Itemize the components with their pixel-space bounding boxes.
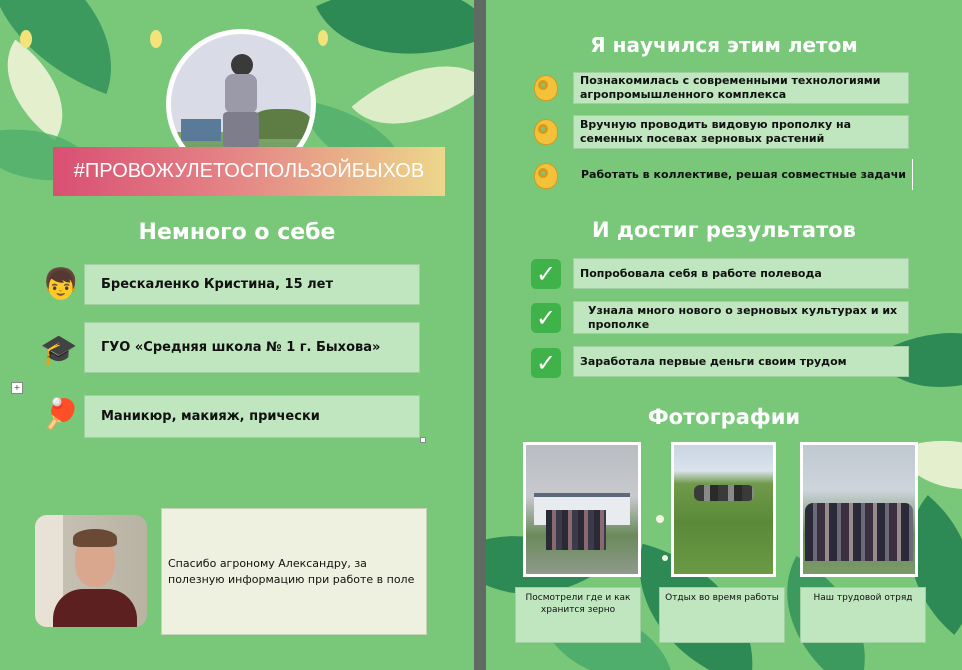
result-item: [573, 346, 909, 377]
learned-item: [573, 72, 909, 104]
ok-hand-icon: [534, 75, 558, 101]
about-item-label: Маникюр, макияж, прически: [101, 409, 320, 424]
check-mark-icon: ✓: [531, 259, 561, 289]
ok-hand-icon: [534, 163, 558, 189]
learned-item-label: Познакомилась с современными технологиями агропромышленного комплекса: [580, 74, 881, 101]
dot-decoration: [150, 30, 162, 48]
learned-item: [573, 159, 913, 190]
dot-decoration: [656, 515, 664, 523]
about-title: Немного о себе: [138, 220, 336, 245]
photo-caption: Посмотрели где и как хранится зерно: [515, 587, 641, 643]
result-item-label: Узнала много нового о зерновых культурах и их прополке: [588, 303, 898, 331]
boy-emoji-icon: 👦: [42, 267, 80, 302]
learned-item: [573, 115, 909, 149]
photo-caption: Отдых во время работы: [659, 587, 785, 643]
learned-item-label: Работать в коллективе, решая совместные задачи: [581, 168, 906, 181]
results-title: И достиг результатов: [592, 218, 856, 242]
check-mark-icon: ✓: [531, 303, 561, 333]
thanks-text: Спасибо агроному Александру, за полезную информацию при работе в поле: [168, 556, 415, 586]
photo-grain-storage: [523, 442, 641, 577]
about-item-label: ГУО «Средняя школа № 1 г. Быхова»: [101, 340, 381, 355]
about-item-name: [84, 264, 420, 305]
left-page: [0, 0, 474, 670]
dot-decoration: [20, 30, 32, 48]
ping-pong-icon: 🏓: [42, 397, 80, 432]
mentor-photo: [35, 515, 147, 627]
hashtag-text: #ПРОВОЖУЛЕТОСПОЛЬЗОЙБЫХОВ: [73, 160, 425, 182]
dot-decoration: [662, 555, 668, 561]
resize-handle-icon[interactable]: [420, 437, 426, 443]
right-page: [486, 0, 962, 670]
move-handle-icon[interactable]: +: [11, 382, 23, 394]
photo-caption: Наш трудовой отряд: [800, 587, 926, 643]
learned-title: Я научился этим летом: [590, 33, 858, 57]
hashtag-banner: [53, 147, 445, 196]
about-item-label: Брескаленко Кристина, 15 лет: [101, 277, 334, 292]
photos-title: Фотографии: [647, 405, 801, 429]
dot-decoration: [318, 30, 328, 46]
learned-item-label: Вручную проводить видовую прополку на семенных посевах зерновых растений: [580, 118, 852, 145]
about-item-hobbies: [84, 395, 420, 438]
about-item-school: [84, 322, 420, 373]
graduation-cap-icon: 🎓: [40, 333, 78, 368]
thanks-box: [161, 508, 427, 635]
photo-rest: [671, 442, 776, 577]
result-item-label: Заработала первые деньги своим трудом: [580, 355, 847, 368]
result-item-label: Попробовала себя в работе полевода: [580, 267, 822, 280]
ok-hand-icon: [534, 119, 558, 145]
result-item: [573, 258, 909, 289]
result-item: [573, 301, 909, 334]
check-mark-icon: ✓: [531, 348, 561, 378]
photo-team: [800, 442, 918, 577]
